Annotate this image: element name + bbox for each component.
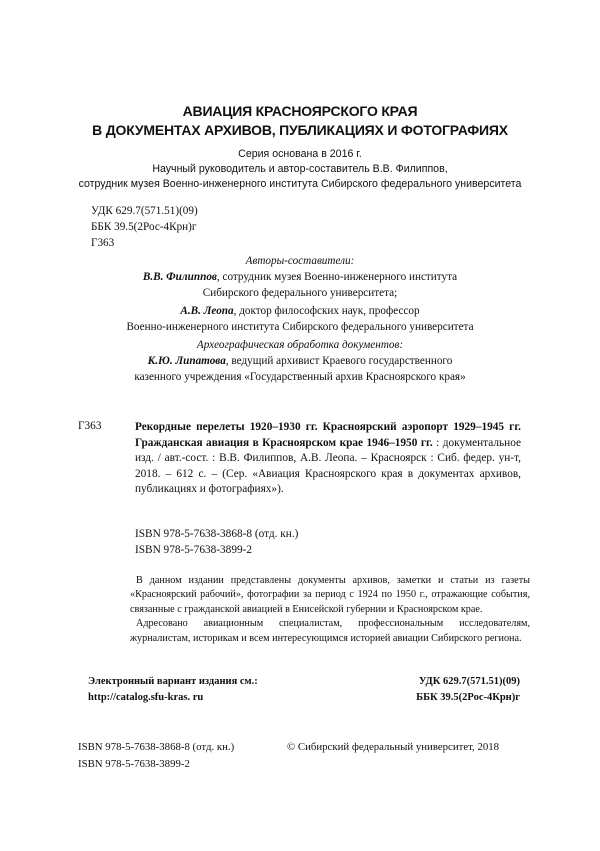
series-affiliation: сотрудник музея Военно-инженерного института Сибирского федерального университета xyxy=(78,178,522,190)
compiler-1-line1 xyxy=(0,270,600,286)
udk-code: УДК 629.7(571.51)(09) xyxy=(91,205,198,217)
compiler-1-name: В.В. Филиппов xyxy=(142,271,217,283)
compiler-3-line1 xyxy=(0,354,600,370)
record-isbn-1: ISBN 978-5-7638-3868-8 (отд. кн.) xyxy=(135,528,299,540)
compiler-2-role: , доктор философских наук, профессор xyxy=(233,305,420,317)
electronic-version-label: Электронный вариант издания см.: xyxy=(88,676,258,687)
series-title-line2: В ДОКУМЕНТАХ АРХИВОВ, ПУБЛИКАЦИЯХ И ФОТОГРАФИЯХ xyxy=(92,122,508,138)
series-founded: Серия основана в 2016 г. xyxy=(238,148,362,160)
footer-bbk: ББК 39.5(2Рос-4Крн)г xyxy=(416,692,520,703)
annotation-paragraph-1: В данном издании представлены документы архивов, заметки и статьи из газеты «Красноярский рабочий», фотографии за период с 1924 по 1950 г., отражающие события, связанные с гражданской авиацией в Енисейской губернии и Красноярском крае. xyxy=(130,575,530,615)
bibliographic-record xyxy=(135,420,521,498)
record-author-mark: Г363 xyxy=(78,420,102,432)
author-mark: Г363 xyxy=(91,237,115,249)
compiler-3-role: , ведущий архивист Краевого государственного xyxy=(225,355,453,367)
series-supervisor: Научный руководитель и автор-составитель В.В. Филиппов, xyxy=(152,163,448,175)
copyright: © Сибирский федеральный университет, 2018 xyxy=(287,741,500,753)
compiler-2-name: А.В. Леопа xyxy=(180,305,234,317)
bbk-code: ББК 39.5(2Рос-4Крн)г xyxy=(91,221,197,233)
compilers-heading: Авторы-составители: xyxy=(245,255,355,267)
compiler-3-line2: казенного учреждения «Государственный архив Красноярского края» xyxy=(134,371,466,383)
compiler-1-role: , сотрудник музея Военно-инженерного института xyxy=(216,271,458,283)
annotation-paragraph-2: Адресовано авиационным специалистам, профессиональным исследователям, журналистам, историкам и всем интересующимся историей авиации Сибирского региона. xyxy=(130,618,530,644)
archeo-heading: Археографическая обработка документов: xyxy=(196,339,404,351)
record-isbn-2: ISBN 978-5-7638-3899-2 xyxy=(135,544,253,556)
series-title-line1: АВИАЦИЯ КРАСНОЯРСКОГО КРАЯ xyxy=(182,103,418,119)
bottom-isbn-1: ISBN 978-5-7638-3868-8 (отд. кн.) xyxy=(78,741,235,753)
record-description: : документальное изд. / авт.-сост. : В.В. Филиппов, А.В. Леопа. – Красноярск : Сиб. федер. ун-т, 2018. – 612 с. – (Сер. «Авиация Красноярского края в документах архивов, публикациях и фотографиях»). xyxy=(135,436,522,495)
footer-udk: УДК 629.7(571.51)(09) xyxy=(418,676,520,687)
record-title: Рекордные перелеты 1920–1930 гг. Красноярский аэропорт 1929–1945 гг. Гражданская авиация в Красноярском крае 1946–1950 гг. xyxy=(135,421,521,449)
compiler-2-line1 xyxy=(0,304,600,320)
bottom-isbn-2: ISBN 978-5-7638-3899-2 xyxy=(78,758,190,770)
catalog-url[interactable]: http://catalog.sfu-kras. ru xyxy=(88,692,204,703)
annotation xyxy=(130,574,530,646)
compiler-2-line2: Военно-инженерного института Сибирского федерального университета xyxy=(126,321,474,333)
compiler-3-name: К.Ю. Липатова xyxy=(147,355,226,367)
compiler-1-line2: Сибирского федерального университета; xyxy=(202,287,398,299)
